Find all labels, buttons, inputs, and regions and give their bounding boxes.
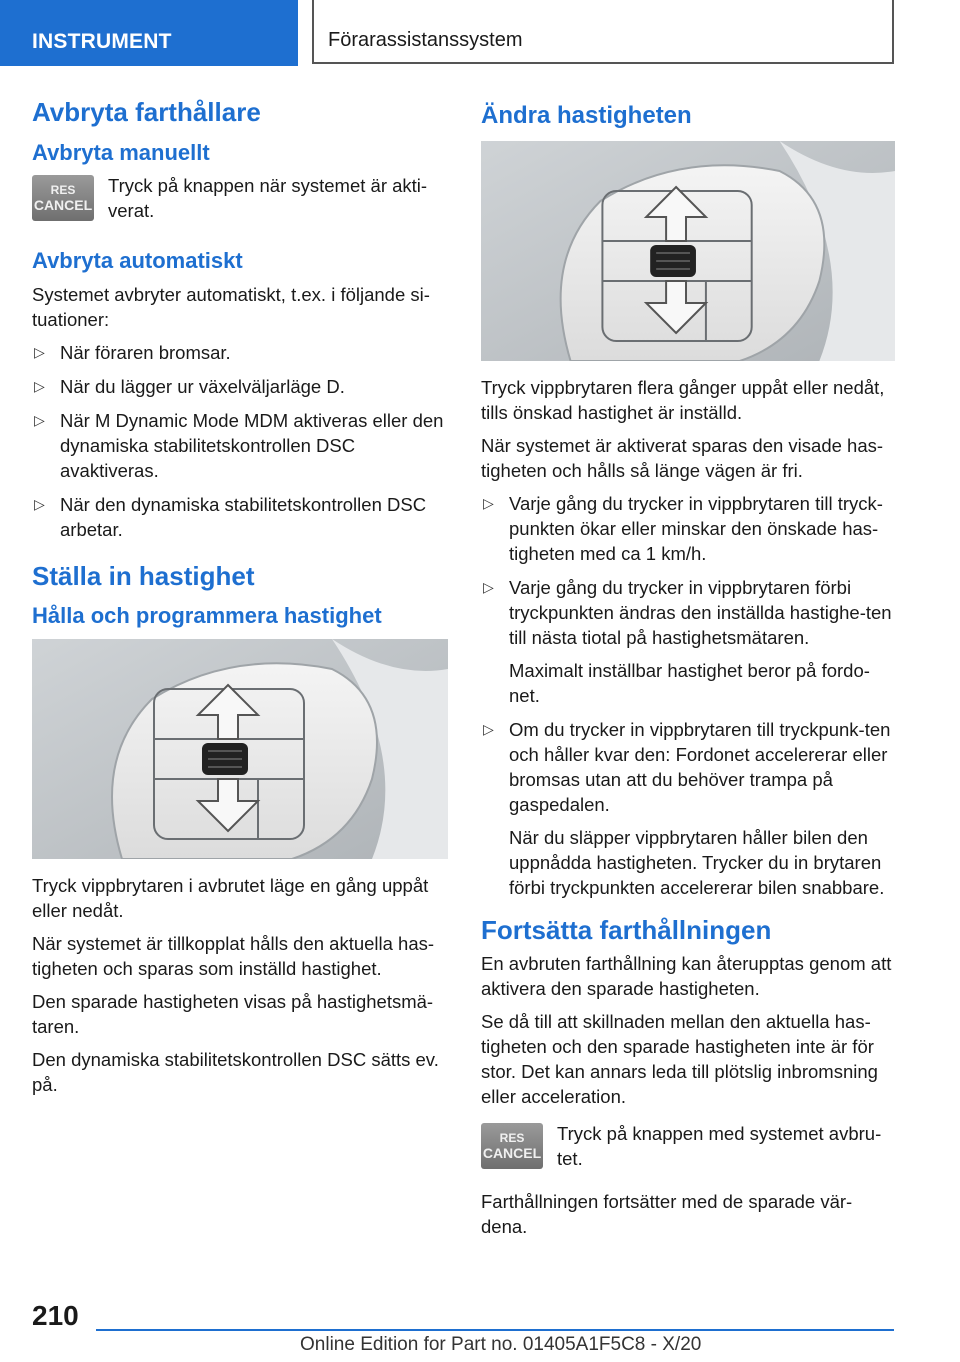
hold-paragraph-1: Tryck vippbrytaren i avbrutet läge en gång uppåt eller nedåt. xyxy=(32,874,429,921)
hold-paragraph-3: Den sparade hastigheten visas på hastighetsmä-taren. xyxy=(32,990,434,1037)
triangle-bullet-icon: ▷ xyxy=(34,495,45,512)
list-item: ▷ Varje gång du trycker in vippbrytaren till tryck-punkten ökar eller minskar den önskade has-tigheten med ca 1 km/h. xyxy=(483,493,883,565)
auto-cancel-list xyxy=(32,340,448,542)
triangle-bullet-icon: ▷ xyxy=(34,377,45,394)
page-number: 210 xyxy=(32,1300,79,1331)
change-speed-list xyxy=(481,491,895,900)
res-cancel-button-icon: RES CANCEL xyxy=(32,175,94,221)
chapter-title: Förarassistanssystem xyxy=(312,0,894,64)
manual-cancel-text: Tryck på knappen när systemet är akti-verat. xyxy=(108,175,428,222)
heading-resume-cruise: Fortsätta farthållningen xyxy=(481,915,772,946)
rocker-switch-illustration xyxy=(481,141,895,361)
heading-cancel-manual: Avbryta manuellt xyxy=(32,139,210,165)
rocker-switch-illustration xyxy=(32,639,448,859)
list-item: ▷ När M Dynamic Mode MDM aktiveras eller den dynamiska stabilitetskontrollen DSC avaktiveras. xyxy=(34,409,444,481)
triangle-bullet-icon: ▷ xyxy=(483,495,494,512)
change-paragraph-1: Tryck vippbrytaren flera gånger uppåt eller nedåt, tills önskad hastighet är inställd. xyxy=(481,377,885,424)
resume-icon-text: Tryck på knappen med systemet avbru-tet. xyxy=(557,1122,882,1169)
footer-edition: Online Edition for Part no. 01405A1F5C8 - X/20 xyxy=(300,1334,702,1355)
resume-instruction xyxy=(481,1121,895,1171)
hold-paragraph-2: När systemet är tillkopplat hålls den aktuella has-tigheten och sparas som inställd hastighet. xyxy=(32,932,435,979)
right-column xyxy=(481,100,895,1247)
auto-cancel-intro: Systemet avbryter automatiskt, t.ex. i följande si-tuationer: xyxy=(32,283,430,330)
resume-final-text: Farthållningen fortsätter med de sparade vär-dena. xyxy=(481,1190,853,1237)
left-column xyxy=(32,96,448,1105)
triangle-bullet-icon: ▷ xyxy=(483,721,494,738)
manual-cancel-instruction xyxy=(32,173,448,223)
list-item: ▷ När du lägger ur växelväljarläge D. xyxy=(34,375,345,397)
triangle-bullet-icon: ▷ xyxy=(483,579,494,596)
heading-cancel-auto: Avbryta automatiskt xyxy=(32,248,243,274)
heading-hold-speed: Hålla och programmera hastighet xyxy=(32,603,382,629)
list-item: ▷ Om du trycker in vippbrytaren till tryckpunk-ten och håller kvar den: Fordonet accelererar eller bromsas utan att du behöver trampa på gaspedalen. När du släpper vippbrytaren håller bilen den uppnådda hastigheten. Trycker du in brytaren förbi tryckpunkten accelererar bilen snabbare. xyxy=(483,719,891,899)
resume-paragraph-2: Se då till att skillnaden mellan den aktuella has-tigheten och den sparade hastigheten inte är för stor. Det kan annars leda till plötslig inbromsning eller acceleration. xyxy=(481,1010,878,1107)
footer-divider xyxy=(96,1329,894,1331)
triangle-bullet-icon: ▷ xyxy=(34,411,45,428)
list-item: ▷ När den dynamiska stabilitetskontrollen DSC arbetar. xyxy=(34,493,427,540)
page-header xyxy=(0,0,960,66)
heading-set-speed: Ställa in hastighet xyxy=(32,560,255,591)
resume-paragraph-1: En avbruten farthållning kan återupptas genom att aktivera den sparade hastigheten. xyxy=(481,952,892,999)
heading-change-speed: Ändra hastigheten xyxy=(481,102,692,129)
triangle-bullet-icon: ▷ xyxy=(34,343,45,360)
section-tab: INSTRUMENT xyxy=(0,0,298,66)
list-item: ▷ Varje gång du trycker in vippbrytaren förbi tryckpunkten ändras den inställda hastighe-ten till nästa tiotal på hastighetsmätaren. Maximalt inställbar hastighet beror på fordo-net. xyxy=(483,577,892,707)
hold-paragraph-4: Den dynamiska stabilitetskontrollen DSC sätts ev. på. xyxy=(32,1048,439,1095)
res-cancel-button-icon: RES CANCEL xyxy=(481,1123,543,1169)
list-item: ▷ När föraren bromsar. xyxy=(34,341,231,363)
change-paragraph-2: När systemet är aktiverat sparas den visade has-tigheten och hålls så länge vägen är fri. xyxy=(481,435,884,482)
heading-cancel-cruise: Avbryta farthållare xyxy=(32,97,261,127)
